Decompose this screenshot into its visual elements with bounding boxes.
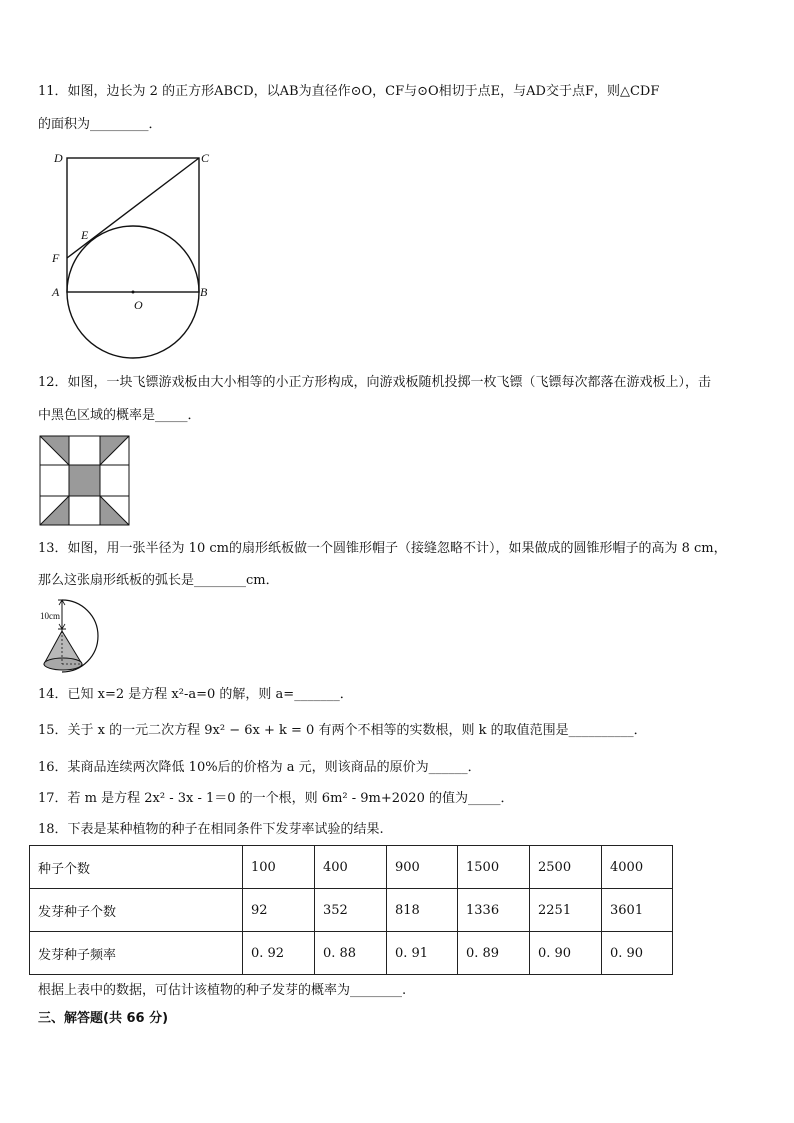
row-label: 发芽种子个数 [30, 889, 243, 932]
table-cell: 2251 [530, 889, 602, 932]
table-cell: 1336 [458, 889, 530, 932]
section-heading: 三、解答题(共 66 分) [38, 1011, 169, 1026]
table-cell: 0. 89 [458, 932, 530, 975]
q17-text: 17．若 m 是方程 2x² - 3x - 1＝0 的一个根，则 6m² - 9m+2020 的值为_____． [38, 791, 514, 806]
table-cell: 100 [243, 846, 315, 889]
q14-text: 14．已知 x=2 是方程 x²-a=0 的解，则 a=_______． [38, 687, 353, 702]
table-cell: 3601 [602, 889, 673, 932]
q13-cone-figure [38, 597, 114, 679]
label-a: A [52, 285, 60, 299]
q12-line-2: 中黑色区域的概率是_____． [38, 408, 201, 423]
row-label: 种子个数 [30, 846, 243, 889]
table-cell: 818 [387, 889, 458, 932]
label-d: D [54, 151, 63, 165]
label-f: F [52, 251, 60, 265]
q15-text: 15．关于 x 的一元二次方程 9x² − 6x + k = 0 有两个不相等的实数根，则 k 的取值范围是__________． [38, 723, 647, 738]
table-cell: 2500 [530, 846, 602, 889]
radius-label: 10cm [40, 611, 60, 621]
center-point [132, 291, 135, 294]
label-c: C [201, 151, 210, 165]
q13-line-1: 13．如图，用一张半径为 10 cm的扇形纸板做一个圆锥形帽子（接缝忽略不计），如果做成的圆锥形帽子的高为 8 cm， [38, 541, 727, 556]
q13-line-2: 那么这张扇形纸板的弧长是________cm． [38, 573, 279, 588]
table-row [30, 889, 673, 932]
table-cell: 0. 90 [530, 932, 602, 975]
table-row [30, 932, 673, 975]
table-cell: 4000 [602, 846, 673, 889]
row-label: 发芽种子频率 [30, 932, 243, 975]
table-cell: 0. 92 [243, 932, 315, 975]
label-o: O [134, 298, 143, 312]
table-cell: 92 [243, 889, 315, 932]
label-e: E [81, 228, 89, 242]
seed-table [29, 845, 673, 975]
label-b: B [200, 285, 208, 299]
q12-line-1: 12．如图，一块飞镖游戏板由大小相等的小正方形构成，向游戏板随机投掷一枚飞镖（飞镖每次都落在游戏板上），击 [38, 375, 712, 390]
table-cell: 400 [315, 846, 387, 889]
q18-conclusion: 根据上表中的数据，可估计该植物的种子发芽的概率为________. [38, 983, 407, 998]
q18-intro: 18．下表是某种植物的种子在相同条件下发芽率试验的结果. [38, 822, 384, 837]
q11-figure [40, 146, 230, 361]
q11-line-1: 11．如图，边长为 2 的正方形ABCD，以AB为直径作⊙O，CF与⊙O相切于点E，与AD交于点F，则△CDF [38, 84, 660, 99]
q11-line-2: 的面积为_________． [38, 117, 162, 132]
table-cell: 900 [387, 846, 458, 889]
q16-text: 16．某商品连续两次降低 10%后的价格为 a 元，则该商品的原价为______． [38, 760, 481, 775]
table-cell: 0. 91 [387, 932, 458, 975]
q12-dartboard [39, 435, 131, 527]
table-cell: 1500 [458, 846, 530, 889]
line-cf [67, 158, 199, 258]
table-row [30, 846, 673, 889]
table-cell: 0. 88 [315, 932, 387, 975]
table-cell: 0. 90 [602, 932, 673, 975]
table-cell: 352 [315, 889, 387, 932]
square-abcd [67, 158, 199, 292]
